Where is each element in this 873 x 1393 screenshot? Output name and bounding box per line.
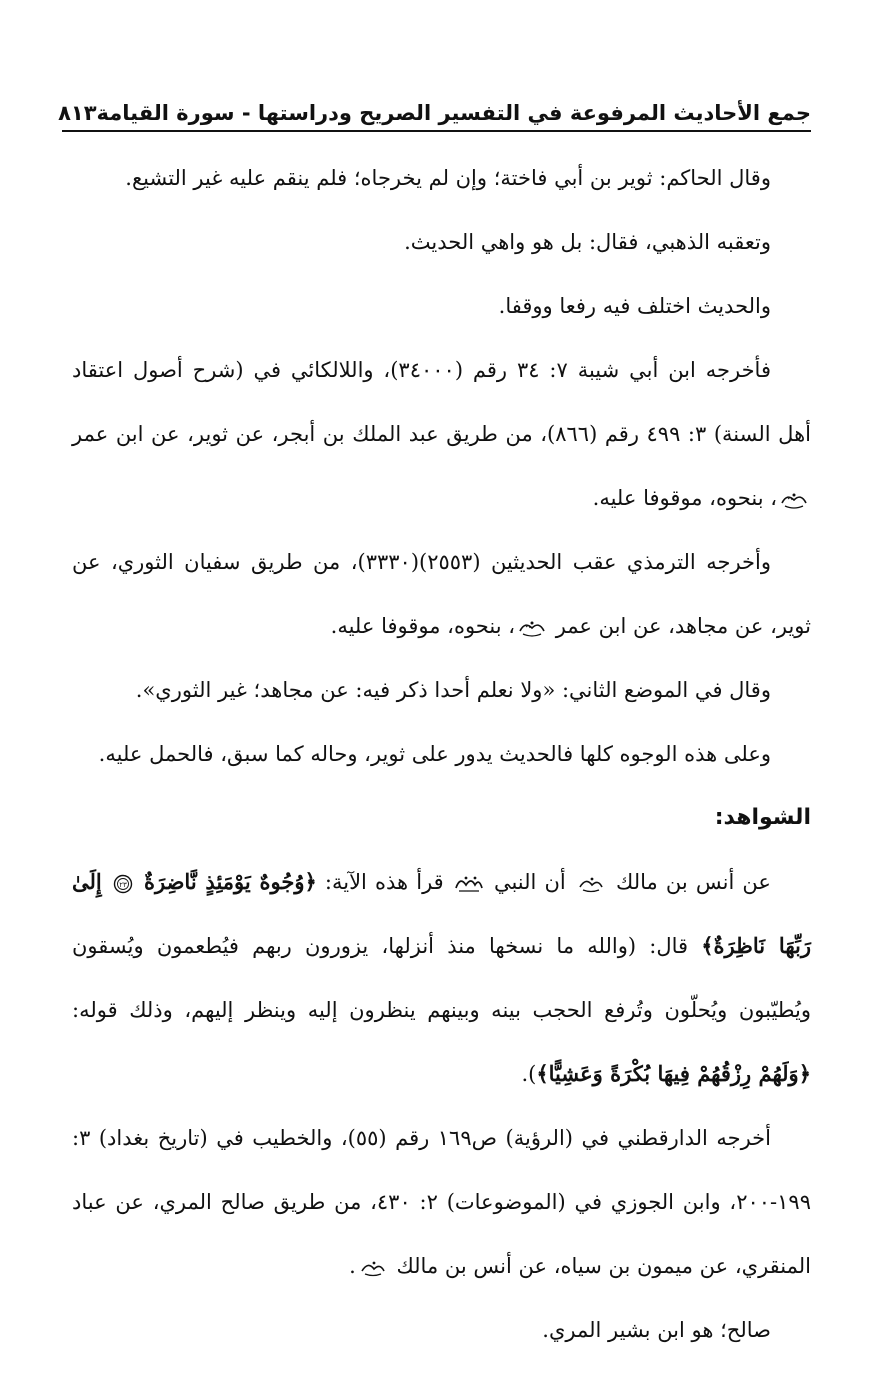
- paragraph-dhahabi: وتعقبه الذهبي، فقال: بل هو واهي الحديث.: [404, 230, 771, 254]
- paragraph-text: فأخرجه ابن أبي شيبة ٧: ٣٤ رقم (٣٤٠٠٠)، واللالكائي في (شرح أصول اعتقاد أهل السنة) ٣: ٤٩٩ رقم (٨٦٦)، من طريق عبد الملك بن أبجر، عن ثوير، عن ابن عمر: [72, 358, 811, 446]
- paragraph-hakim: وقال الحاكم: ثوير بن أبي فاختة؛ وإن لم يخرجاه؛ فلم ينقم عليه غير التشيع.: [125, 166, 771, 190]
- radiyallahu-anhuma-icon: [779, 489, 809, 511]
- radiyallahu-anhu-icon: [358, 1257, 388, 1279]
- paragraph-text: ).: [521, 1062, 537, 1086]
- sallallahu-alayhi-wasallam-icon: [454, 873, 484, 895]
- paragraph-text: .: [349, 1254, 356, 1278]
- ayah-end-marker-icon: [113, 874, 133, 894]
- body-text: [72, 146, 811, 1362]
- paragraph-tirmidhi: [72, 530, 811, 658]
- quran-verse: إِلَىٰ رَبِّهَا نَاظِرَةٌ﴾: [72, 869, 811, 958]
- paragraph-text: قرأ هذه الآية:: [324, 870, 444, 894]
- ayah-number: ٢٣: [119, 880, 127, 889]
- paragraph-conclusion: وعلى هذه الوجوه كلها فالحديث يدور على ثوير، وحاله كما سبق، فالحمل عليه.: [98, 742, 771, 766]
- paragraph-text: عن أنس بن مالك: [616, 870, 771, 894]
- paragraph-text: أخرجه الدارقطني في (الرؤية) ص١٦٩ رقم (٥٥)، والخطيب في (تاريخ بغداد) ٣: ١٩٩-٢٠٠، وابن الجوزي في (الموضوعات) ٢: ٤٣٠، من طريق صالح المري، عن عباد المنقري، عن ميمون بن سياه، عن أنس بن مالك: [72, 1126, 811, 1278]
- paragraph-text: ، بنحوه، موقوفا عليه.: [330, 614, 515, 638]
- paragraph-note-salih: صالح؛ هو ابن بشير المري.: [542, 1318, 771, 1342]
- section-heading-shawahid: الشواهد:: [714, 805, 811, 830]
- paragraph-ibn-abi-shaybah: [72, 338, 811, 530]
- paragraph-text: أن النبي: [493, 870, 566, 894]
- paragraph-text: ، بنحوه، موقوفا عليه.: [592, 486, 777, 510]
- header-title: جمع الأحاديث المرفوعة في التفسير الصريح ودراستها - سورة القيامة: [96, 101, 811, 125]
- paragraph-ikhtilaf: والحديث اختلف فيه رفعا ووقفا.: [498, 294, 771, 318]
- paragraph-takhrij: [72, 1106, 811, 1298]
- page-number: ٨١٣: [58, 101, 97, 125]
- radiyallahu-anhu-icon: [576, 873, 606, 895]
- radiyallahu-anhuma-icon: [517, 617, 547, 639]
- paragraph-text: قال: (والله ما نسخها منذ أنزلها، يزورون ربهم فيُطعمون ويُسقون ويُطيّبون ويُحلّون وتُرفع الحجب بينه وبينهم ينظرون إليه وينظر إليهم، وذلك قوله:: [72, 934, 811, 1022]
- running-header: [58, 92, 811, 132]
- paragraph-anas-hadith: [72, 850, 811, 1106]
- paragraph-text: وأخرجه الترمذي عقب الحديثين (٢٥٥٣)(٣٣٣٠)، من طريق سفيان الثوري، عن ثوير، عن مجاهد، عن ابن عمر: [72, 550, 811, 638]
- quran-verse: ﴿وَلَهُمْ رِزْقُهُمْ فِيهَا بُكْرَةً وَعَشِيًّا﴾: [536, 1061, 811, 1086]
- paragraph-tirmidhi-quote: وقال في الموضع الثاني: «ولا نعلم أحدا ذكر فيه: عن مجاهد؛ غير الثوري».: [135, 678, 771, 702]
- quran-verse: ﴿وُجُوهٌ يَوْمَئِذٍ نَّاضِرَةٌ: [144, 869, 317, 894]
